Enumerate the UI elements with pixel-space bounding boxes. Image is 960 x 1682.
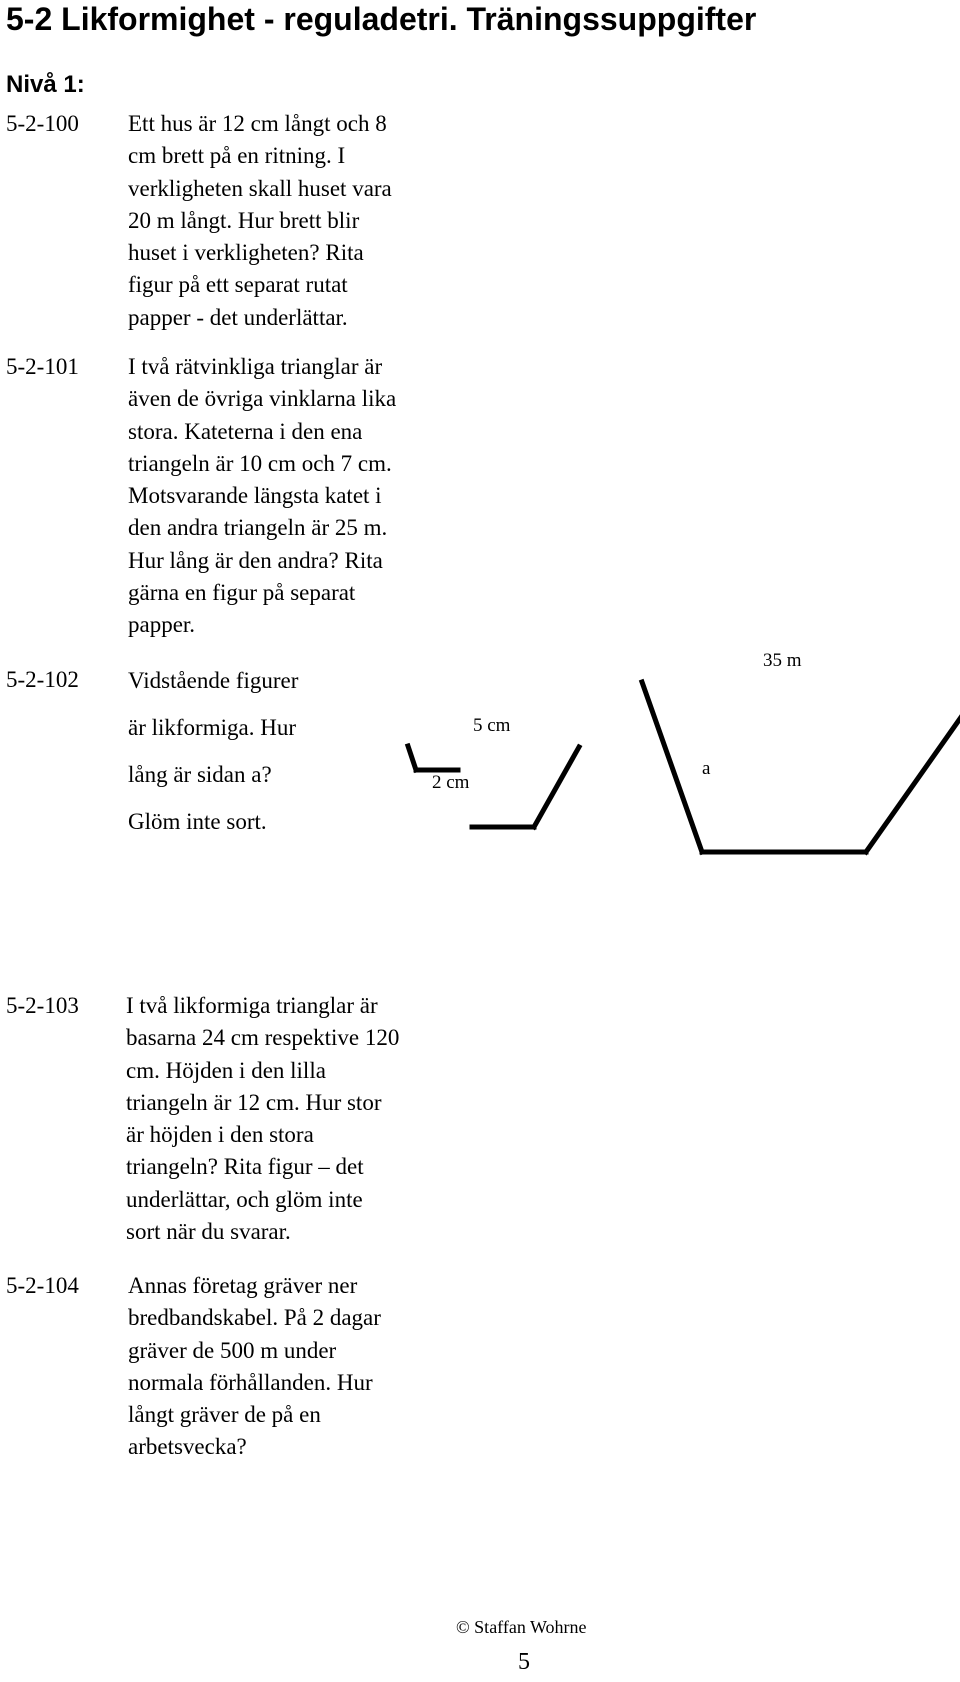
large-top-label: 35 m [763,650,802,671]
exercise-number: 5-2-103 [6,993,79,1018]
small-side-label: 2 cm [432,772,470,793]
small-trapezoid-right-side [534,747,579,827]
page-number: 5 [518,1649,530,1675]
exercise-text: Annas företag gräver ner bredbandskabel. På 2 dagar gräver de 500 m under normala förhållanden. Hur långt gräver de på en arbetsvecka? [128,1273,381,1460]
large-side-label: a [702,758,711,779]
large-trapezoid-left-side [642,682,702,852]
exercise-number: 5-2-101 [6,354,79,379]
large-trapezoid-right-side [866,686,960,852]
large-trapezoid [642,682,960,852]
page-title: 5-2 Likformighet - reguladetri. Träningssuppgifter [6,1,757,37]
copyright-notice: © Staffan Wohrne [456,1617,587,1637]
exercise-text: I två likformiga trianglar är basarna 24 cm respektive 120 cm. Höjden i den lilla triangeln är 12 cm. Hur stor är höjden i den stora triangeln? Rita figur – det underlättar, och glöm inte sort när du svarar. [126,993,400,1245]
level-heading: Nivå 1: [6,71,85,98]
exercise-text: Vidstående figurer är likformiga. Hur lång är sidan a? Glöm inte sort. [128,668,299,834]
exercise-number: 5-2-100 [6,111,79,136]
exercise-number: 5-2-104 [6,1273,79,1298]
exercise-number: 5-2-102 [6,667,79,692]
exercise-text: I två rätvinkliga trianglar är även de övriga vinklarna lika stora. Kateterna i den ena triangeln är 10 cm och 7 cm. Motsvarande längsta katet i den andra triangeln är 25 m. Hur lång är den andra? Rita gärna en figur på separat papper. [128,354,397,638]
exercise-text: Ett hus är 12 cm långt och 8 cm brett på en ritning. I verkligheten skall huset vara 20 m långt. Hur brett blir huset i verkligheten? Rita figur på ett separat rutat papper - det underlättar. [128,111,392,330]
small-top-label: 5 cm [473,715,511,736]
small-trapezoid-left-side [408,746,416,770]
